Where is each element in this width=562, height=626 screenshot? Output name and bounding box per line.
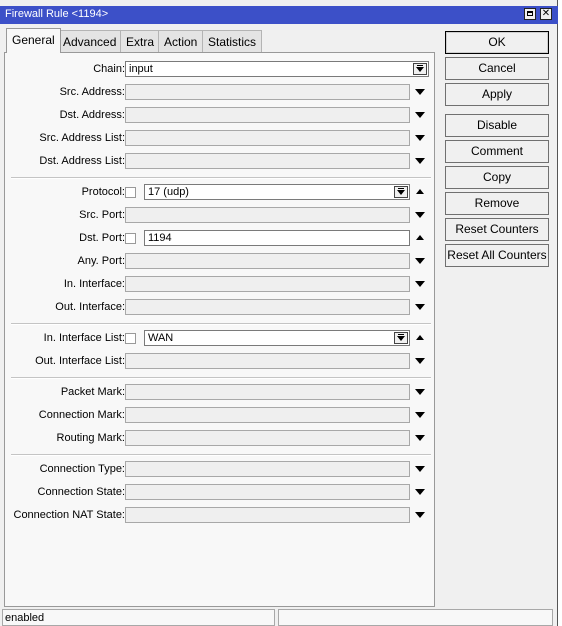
dst-address-field[interactable]: [125, 107, 410, 123]
separator: [11, 323, 431, 325]
protocol-negate-checkbox[interactable]: [125, 187, 136, 198]
disable-button[interactable]: Disable: [445, 114, 549, 137]
protocol-label: Protocol:: [81, 186, 125, 198]
close-icon[interactable]: ✕: [541, 8, 551, 19]
src-port-field[interactable]: [125, 207, 410, 223]
dst-address-list-expand-icon[interactable]: [415, 158, 425, 164]
title-bar[interactable]: [0, 6, 558, 24]
separator: [11, 377, 431, 379]
src-address-list-expand-icon[interactable]: [415, 135, 425, 141]
connection-nat-state-expand-icon[interactable]: [415, 512, 425, 518]
remove-button[interactable]: Remove: [445, 192, 549, 215]
connection-nat-state-label: Connection NAT State:: [13, 509, 125, 521]
dst-address-label: Dst. Address:: [59, 109, 125, 121]
src-port-label: Src. Port:: [79, 209, 125, 221]
chain-select[interactable]: input: [125, 61, 429, 77]
out-interface-list-label: Out. Interface List:: [35, 355, 125, 367]
src-address-list-field[interactable]: [125, 130, 410, 146]
any-port-label: Any. Port:: [77, 255, 125, 267]
protocol-dropdown-icon[interactable]: [394, 186, 408, 198]
tab-action[interactable]: Action: [158, 30, 203, 52]
connection-state-field[interactable]: [125, 484, 410, 500]
routing-mark-expand-icon[interactable]: [415, 435, 425, 441]
dst-address-expand-icon[interactable]: [415, 112, 425, 118]
copy-button[interactable]: Copy: [445, 166, 549, 189]
separator: [11, 177, 431, 179]
src-address-label: Src. Address:: [59, 86, 125, 98]
any-port-field[interactable]: [125, 253, 410, 269]
status-text: enabled: [5, 612, 45, 624]
connection-mark-expand-icon[interactable]: [415, 412, 425, 418]
reset-all-counters-button[interactable]: Reset All Counters: [445, 244, 549, 267]
connection-state-expand-icon[interactable]: [415, 489, 425, 495]
ok-button[interactable]: OK: [445, 31, 549, 54]
connection-nat-state-field[interactable]: [125, 507, 410, 523]
routing-mark-field[interactable]: [125, 430, 410, 446]
status-bar-extra: [278, 609, 553, 626]
apply-button[interactable]: Apply: [445, 83, 549, 106]
connection-type-label: Connection Type:: [39, 463, 125, 475]
connection-mark-field[interactable]: [125, 407, 410, 423]
out-interface-list-field[interactable]: [125, 353, 410, 369]
dst-address-list-label: Dst. Address List:: [39, 155, 125, 167]
in-interface-list-dropdown-icon[interactable]: [394, 332, 408, 344]
general-tab-panel: [4, 52, 435, 607]
out-interface-label: Out. Interface:: [55, 301, 125, 313]
packet-mark-field[interactable]: [125, 384, 410, 400]
in-interface-expand-icon[interactable]: [415, 281, 425, 287]
maximize-icon[interactable]: [524, 8, 536, 20]
cancel-button[interactable]: Cancel: [445, 57, 549, 80]
in-interface-field[interactable]: [125, 276, 410, 292]
dst-port-negate-checkbox[interactable]: [125, 233, 136, 244]
reset-counters-button[interactable]: Reset Counters: [445, 218, 549, 241]
in-interface-label: In. Interface:: [63, 278, 125, 290]
separator: [11, 454, 431, 456]
in-interface-list-collapse-icon[interactable]: [416, 335, 424, 340]
routing-mark-label: Routing Mark:: [56, 432, 125, 444]
connection-type-expand-icon[interactable]: [415, 466, 425, 472]
tab-statistics[interactable]: Statistics: [202, 30, 262, 52]
src-address-field[interactable]: [125, 84, 410, 100]
protocol-select[interactable]: 17 (udp): [144, 184, 410, 200]
tab-advanced[interactable]: Advanced: [57, 30, 122, 52]
any-port-expand-icon[interactable]: [415, 258, 425, 264]
src-port-expand-icon[interactable]: [415, 212, 425, 218]
chain-dropdown-icon[interactable]: [413, 63, 427, 75]
in-interface-list-label: In. Interface List:: [43, 332, 125, 344]
protocol-collapse-icon[interactable]: [416, 189, 424, 194]
connection-mark-label: Connection Mark:: [38, 409, 125, 421]
src-address-list-label: Src. Address List:: [39, 132, 125, 144]
comment-button[interactable]: Comment: [445, 140, 549, 163]
out-interface-expand-icon[interactable]: [415, 304, 425, 310]
status-bar-state: [2, 609, 275, 626]
dst-port-collapse-icon[interactable]: [416, 235, 424, 240]
in-interface-list-negate-checkbox[interactable]: [125, 333, 136, 344]
connection-state-label: Connection State:: [37, 486, 125, 498]
in-interface-list-select[interactable]: WAN: [144, 330, 410, 346]
out-interface-field[interactable]: [125, 299, 410, 315]
dst-port-label: Dst. Port:: [79, 232, 125, 244]
src-address-expand-icon[interactable]: [415, 89, 425, 95]
dst-address-list-field[interactable]: [125, 153, 410, 169]
connection-type-field[interactable]: [125, 461, 410, 477]
packet-mark-label: Packet Mark:: [60, 386, 125, 398]
window-title: Firewall Rule <1194>: [5, 8, 109, 20]
packet-mark-expand-icon[interactable]: [415, 389, 425, 395]
out-interface-list-expand-icon[interactable]: [415, 358, 425, 364]
chain-label: Chain:: [93, 63, 125, 75]
tab-general[interactable]: General: [6, 28, 61, 53]
tab-extra[interactable]: Extra: [120, 30, 160, 52]
dst-port-field[interactable]: 1194: [144, 230, 410, 246]
